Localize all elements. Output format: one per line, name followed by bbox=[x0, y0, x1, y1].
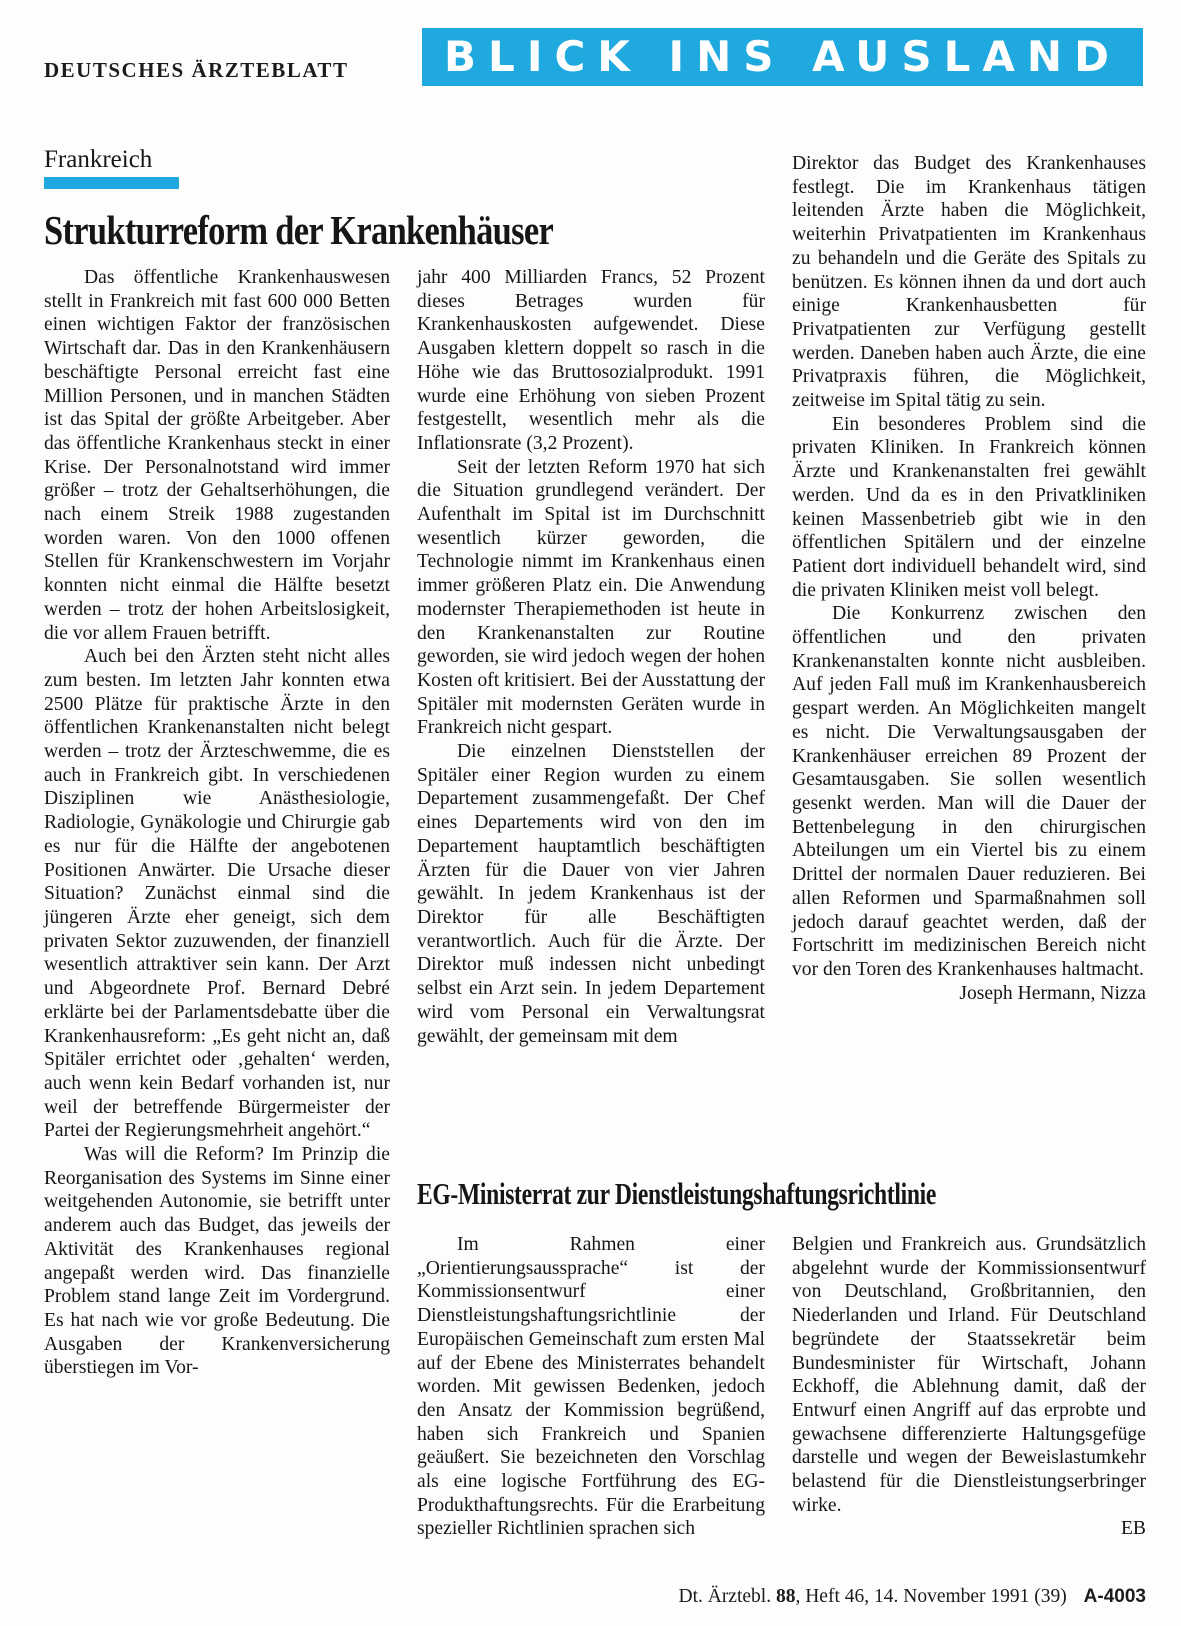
footer-issue: , Heft 46, 14. November 1991 (39) bbox=[795, 1586, 1067, 1607]
article-column-2 bbox=[417, 266, 765, 1048]
second-article-column-1 bbox=[417, 1233, 765, 1541]
kicker-underline-bar bbox=[44, 177, 179, 189]
second-article-column-2 bbox=[792, 1233, 1146, 1541]
section-banner: BLICK INS AUSLAND bbox=[422, 28, 1143, 86]
page-number: A-4003 bbox=[1083, 1586, 1146, 1607]
paragraph: jahr 400 Milliarden Francs, 52 Prozent dieses Betrages wurden für Krankenhauskosten aufgewendet. Diese Ausgaben klettern doppelt so rasch in die Höhe wie das Bruttosozialprodukt. 1991 wurde eine Erhöhung von sieben Prozent festgestellt, wesentlich mehr als die Inflationsrate (3,2 Prozent). bbox=[417, 267, 765, 454]
author-signature: Joseph Hermann, Nizza bbox=[959, 982, 1146, 1004]
masthead-journal-name: DEUTSCHES ÄRZTEBLATT bbox=[44, 58, 349, 82]
paragraph: Im Rahmen einer „Orientierungsaussprache“ ist der Kommissionsentwurf einer Dienstleistungshaftungsrichtlinie der Europäischen Gemeinschaft zum ersten Mal auf der Ebene des Ministerrates behandelt worden. Mit gewissen Bedenken, jedoch den Ansatz der Kommission begrüßend, haben sich Frankreich und Spanien geäußert. Sie bezeichneten den Vorschlag als eine logische Fortführung des EG-Produkthaftungsrechts. Für die Erarbeitung spezieller Richtlinien sprachen sich bbox=[417, 1234, 765, 1540]
paragraph: Das öffentliche Krankenhauswesen stellt in Frankreich mit fast 600 000 Betten einen wichtigen Faktor der französischen Wirtschaft dar. Das in den Krankenhäusern beschäftigte Personal erreicht fast eine Million Personen, und in manchen Städten ist das Spital der größte Arbeitgeber. Aber das öffentliche Krankenhaus steckt in einer Krise. Der Personalnotstand wird immer größer – trotz der Gehaltserhöhungen, die nach einem Streik 1988 zugestanden worden waren. Von den 1000 offenen Stellen für Krankenschwestern im Vorjahr konnten nicht einmal die Hälfte besetzt werden – trotz der hohen Arbeitslosigkeit, die vor allem Frauen betrifft. bbox=[44, 267, 390, 644]
paragraph: Die einzelnen Dienststellen der Spitäler einer Region wurden zu einem Departement zusammengefaßt. Der Chef eines Departements wird von den im Departement hauptamtlich beschäftigten Ärzten für die Dauer von vier Jahren gewählt. In jedem Krankenhaus ist der Direktor für alle Beschäftigten verantwortlich. Auch für die Ärzte. Der Direktor muß indessen nicht unbedingt selbst ein Arzt sein. In jedem Departement wird vom Personal ein Verwaltungsrat gewählt, der gemeinsam mit dem bbox=[417, 741, 765, 1047]
article-headline: Strukturreform der Krankenhäuser bbox=[44, 207, 554, 253]
article-column-3 bbox=[792, 152, 1146, 1005]
paragraph: Die Konkurrenz zwischen den öffentlichen und den privaten Krankenanstalten konnte nicht ausbleiben. Auf jeden Fall muß im Krankenhausbereich gespart werden. An Möglichkeiten mangelt es nicht. Die Verwaltungsausgaben der Krankenhäuser erreichen 89 Prozent der Gesamtausgaben. Sie sollen wesentlich gesenkt werden. Man will die Dauer der Bettenbelegung in den chirurgischen Abteilungen um ein Viertel bis zu einem Drittel der normalen Dauer reduzieren. Bei allen Reformen und Sparmaßnahmen soll jedoch darauf geachtet werden, daß der Fortschritt im medizinischen Bereich nicht vor den Toren des Krankenhauses haltmacht. bbox=[792, 603, 1146, 980]
paragraph: Was will die Reform? Im Prinzip die Reorganisation des Systems im Sinne einer weitgehenden Autonomie, sie betrifft unter anderem auch das Budget, das jeweils der Aktivität des Krankenhauses regional angepaßt werden wird. Das finanzielle Problem stand lange Zeit im Vordergrund. Es hat nach wie vor große Bedeutung. Die Ausgaben der Krankenversicherung überstiegen im Vor- bbox=[44, 1144, 390, 1379]
footer-volume: 88 bbox=[775, 1586, 796, 1607]
article-kicker: Frankreich bbox=[44, 146, 153, 173]
paragraph: Ein besonderes Problem sind die privaten Kliniken. In Frankreich können Ärzte und Krankenanstalten frei gewählt werden. Und da es in den Privatkliniken keinen Massenbetrieb gibt wie in den öffentlichen Spitälern und der einzelne Patient dort individuell behandelt wird, sind die privaten Kliniken meist voll belegt. bbox=[792, 413, 1146, 601]
paragraph: Direktor das Budget des Krankenhauses festlegt. Die im Krankenhaus tätigen leitenden Ärzte haben die Möglichkeit, weiterhin Privatpatienten im Krankenhaus zu behandeln und die Geräte des Spitals zu benützen. Es können ihnen da und dort auch einige Krankenhausbetten für Privatpatienten zur Verfügung gestellt werden. Daneben haben auch Ärzte, die eine Privatpraxis führen, die Möglichkeit, zeitweise im Spital tätig zu sein. bbox=[792, 153, 1146, 412]
footer-journal: Dt. Ärztebl. bbox=[678, 1586, 772, 1607]
page-footer bbox=[620, 1586, 1146, 1608]
article-column-1 bbox=[44, 266, 390, 1380]
paragraph: Belgien und Frankreich aus. Grundsätzlich abgelehnt wurde der Kommissionsentwurf von Deutschland, Großbritannien, den Niederlanden und Irland. Für Deutschland begründete der Staatssekretär beim Bundesminister für Wirtschaft, Johann Eckhoff, die Ablehnung damit, daß der Entwurf einen Angriff auf das erprobte und gewachsene differenzierte Haltungsgefüge darstelle und wegen der Beweislastumkehr belastend für die Dienstleistungserbringer wirke. bbox=[792, 1234, 1146, 1516]
paragraph: Auch bei den Ärzten steht nicht alles zum besten. Im letzten Jahr konnten etwa 2500 Plätze für praktische Ärzte in den öffentlichen Krankenanstalten nicht belegt werden – trotz der Ärzteschwemme, die es auch in Frankreich gibt. In verschiedenen Disziplinen wie Anästhesiologie, Radiologie, Gynäkologie und Chirurgie gab es nur für die Hälfte der angebotenen Positionen Anwärter. Die Ursache dieser Situation? Zunächst einmal sind die jüngeren Ärzte eher geneigt, sich dem privaten Sektor zuzuwenden, der finanziell wesentlich attraktiver sein kann. Der Arzt und Abgeordnete Prof. Bernard Debré erklärte bei der Parlamentsdebatte über die Krankenhausreform: „Es geht nicht an, daß Spitäler errichtet oder ‚gehalten‘ werden, auch wenn kein Bedarf vorhanden ist, nur weil der betreffende Bürgermeister der Partei der Regierungsmehrheit angehört.“ bbox=[44, 646, 390, 1142]
paragraph: Seit der letzten Reform 1970 hat sich die Situation grundlegend verändert. Der Aufenthalt im Spital ist im Durchschnitt wesentlich kürzer geworden, die Technologie nimmt im Krankenhaus einen immer größeren Platz ein. Die Anwendung modernster Therapiemethoden ist heute in den Krankenanstalten zur Routine geworden, sie wird jedoch wegen der hohen Kosten oft kritisiert. Bei der Ausstattung der Spitäler mit modernsten Geräten wurde in Frankreich nicht gespart. bbox=[417, 456, 765, 739]
author-signature: EB bbox=[1120, 1518, 1146, 1540]
second-article-headline: EG-Ministerrat zur Dienstleistungshaftungsrichtlinie bbox=[417, 1176, 937, 1211]
